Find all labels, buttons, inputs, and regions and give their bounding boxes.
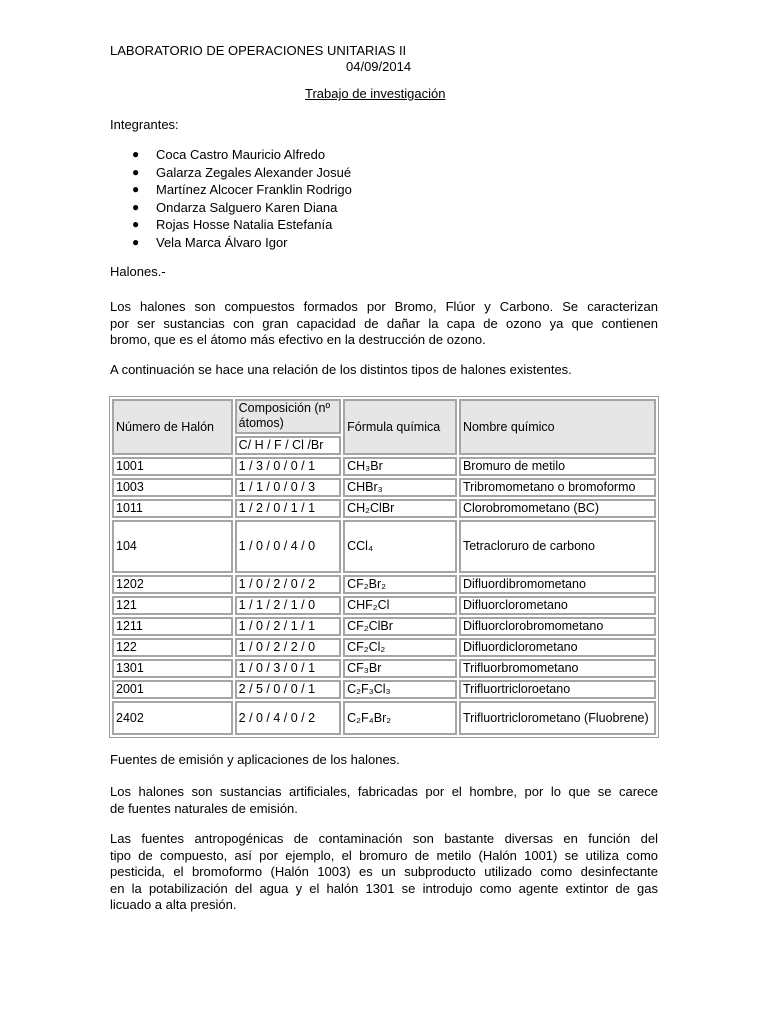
cell-numero: 1003 <box>112 478 233 497</box>
cell-composicion: 2 / 0 / 4 / 0 / 2 <box>235 701 341 735</box>
text-line: Los halones son compuestos formados por Bromo, Flúor y Carbono. Se caracterizan <box>110 299 658 314</box>
cell-nombre: Trifluortriclorometano (Fluobrene) <box>459 701 656 735</box>
text-line: licuado a alta presión. <box>110 897 237 912</box>
table-intro: A continuación se hace una relación de los distintos tipos de halones existentes. <box>110 362 572 377</box>
halones-intro <box>110 299 658 349</box>
halons-table <box>109 396 659 738</box>
bullet-icon: ● <box>132 199 140 214</box>
cell-formula: CF₂ClBr <box>343 617 457 636</box>
header-formula: Fórmula química <box>343 399 457 455</box>
cell-composicion: 1 / 1 / 2 / 1 / 0 <box>235 596 341 615</box>
text-line: por ser sustancias con gran capacidad de dañar la capa de ozono ya que contienen <box>110 315 658 331</box>
list-item <box>110 234 352 252</box>
bullet-icon: ● <box>132 182 140 197</box>
header-composicion-sub: C/ H / F / Cl /Br <box>235 436 341 455</box>
cell-formula: C₂F₃Cl₃ <box>343 680 457 699</box>
cell-numero: 121 <box>112 596 233 615</box>
bullet-icon: ● <box>132 147 140 161</box>
table-row <box>112 659 656 678</box>
table-row <box>112 638 656 657</box>
table-row <box>112 575 656 594</box>
cell-formula: CF₃Br <box>343 659 457 678</box>
members-list <box>110 146 352 252</box>
list-item <box>110 181 352 199</box>
cell-nombre: Bromuro de metilo <box>459 457 656 476</box>
fuentes-para2 <box>110 831 658 914</box>
text-line: en la potabilización del agua y el halón 1301 se introdujo como agente extintor de gas <box>110 880 658 896</box>
halones-heading: Halones.- <box>110 264 166 279</box>
list-item <box>110 146 352 164</box>
member-name: Ondarza Salguero Karen Diana <box>156 199 338 215</box>
cell-formula: CH₃Br <box>343 457 457 476</box>
document-date: 04/09/2014 <box>346 59 412 74</box>
bullet-icon: ● <box>132 217 140 232</box>
cell-nombre: Trifluortricloroetano <box>459 680 656 699</box>
cell-nombre: Tetracloruro de carbono <box>459 520 656 573</box>
table-row <box>112 596 656 615</box>
text-line: Los halones son sustancias artificiales, fabricadas por el hombre, por lo que se carece <box>110 784 658 799</box>
cell-nombre: Trifluorbromometano <box>459 659 656 678</box>
table-header-row <box>112 399 656 434</box>
cell-composicion: 1 / 1 / 0 / 0 / 3 <box>235 478 341 497</box>
list-item <box>110 216 352 234</box>
member-name: Galarza Zegales Alexander Josué <box>156 164 352 180</box>
cell-formula: CCl₄ <box>343 520 457 573</box>
cell-numero: 2001 <box>112 680 233 699</box>
cell-composicion: 1 / 0 / 2 / 0 / 2 <box>235 575 341 594</box>
cell-nombre: Difluorclorobromometano <box>459 617 656 636</box>
table-row <box>112 520 656 573</box>
list-item <box>110 164 352 182</box>
table-row <box>112 457 656 476</box>
cell-composicion: 1 / 0 / 2 / 1 / 1 <box>235 617 341 636</box>
text-line: de fuentes naturales de emisión. <box>110 800 298 816</box>
cell-formula: CF₂Br₂ <box>343 575 457 594</box>
table-row <box>112 680 656 699</box>
header-nombre: Nombre químico <box>459 399 656 455</box>
members-label: Integrantes: <box>110 117 179 132</box>
table-body <box>112 457 656 735</box>
member-name: Vela Marca Álvaro Igor <box>156 234 288 250</box>
cell-numero: 2402 <box>112 701 233 735</box>
header-numero: Número de Halón <box>112 399 233 455</box>
cell-composicion: 1 / 0 / 0 / 4 / 0 <box>235 520 341 573</box>
cell-numero: 104 <box>112 520 233 573</box>
cell-nombre: Clorobromometano (BC) <box>459 499 656 518</box>
member-name: Rojas Hosse Natalia Estefanía <box>156 217 333 233</box>
cell-numero: 122 <box>112 638 233 657</box>
cell-numero: 1011 <box>112 499 233 518</box>
cell-nombre: Difluordiclorometano <box>459 638 656 657</box>
cell-formula: CHBr₃ <box>343 478 457 497</box>
cell-nombre: Difluordibromometano <box>459 575 656 594</box>
cell-numero: 1301 <box>112 659 233 678</box>
table-row <box>112 617 656 636</box>
member-name: Coca Castro Mauricio Alfredo <box>156 147 326 162</box>
cell-numero: 1001 <box>112 457 233 476</box>
text-line: Las fuentes antropogénicas de contaminación son bastante diversas en función del <box>110 831 658 846</box>
text-line: bromo, que es el átomo más efectivo en la destrucción de ozono. <box>110 332 486 347</box>
table-row <box>112 499 656 518</box>
cell-formula: CH₂ClBr <box>343 499 457 518</box>
text-line: pesticida, el bromoformo (Halón 1003) es un subproducto utilizado como desinfectante <box>110 864 658 879</box>
lab-name: LABORATORIO DE OPERACIONES UNITARIAS II <box>110 43 407 58</box>
cell-nombre: Difluorclorometano <box>459 596 656 615</box>
cell-composicion: 2 / 5 / 0 / 0 / 1 <box>235 680 341 699</box>
fuentes-para1 <box>110 784 658 817</box>
cell-composicion: 1 / 3 / 0 / 0 / 1 <box>235 457 341 476</box>
cell-numero: 1211 <box>112 617 233 636</box>
cell-composicion: 1 / 2 / 0 / 1 / 1 <box>235 499 341 518</box>
cell-nombre: Tribromometano o bromoformo <box>459 478 656 497</box>
text-line: tipo de compuesto, así por ejemplo, el bromuro de metilo (Halón 1001) se utiliza como <box>110 847 658 863</box>
table-row <box>112 701 656 735</box>
member-name: Martínez Alcocer Franklin Rodrigo <box>156 182 352 198</box>
header-composicion: Composición (nº átomos) <box>235 399 341 434</box>
list-item <box>110 199 352 217</box>
cell-composicion: 1 / 0 / 2 / 2 / 0 <box>235 638 341 657</box>
cell-formula: CF₂Cl₂ <box>343 638 457 657</box>
bullet-icon: ● <box>132 234 140 249</box>
cell-formula: CHF₂Cl <box>343 596 457 615</box>
table-row <box>112 478 656 497</box>
cell-composicion: 1 / 0 / 3 / 0 / 1 <box>235 659 341 678</box>
cell-numero: 1202 <box>112 575 233 594</box>
fuentes-heading: Fuentes de emisión y aplicaciones de los halones. <box>110 752 400 767</box>
cell-formula: C₂F₄Br₂ <box>343 701 457 735</box>
bullet-icon: ● <box>132 164 140 179</box>
document-title: Trabajo de investigación <box>305 86 446 101</box>
